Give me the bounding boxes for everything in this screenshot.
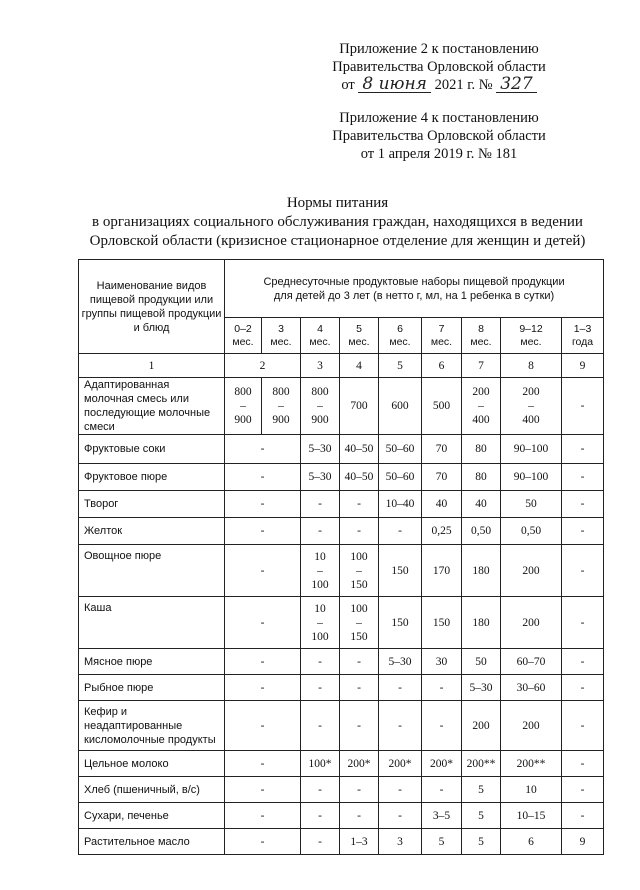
table-row (79, 803, 604, 829)
handwritten-date: 8 июня (358, 77, 431, 93)
value-cell: 3–5 (422, 803, 462, 829)
age-value: 0–2 (234, 322, 252, 335)
value-cell: 600 (379, 378, 422, 435)
value-cell: 5 (462, 803, 501, 829)
value-part: – (317, 564, 323, 577)
appendix-2-line1: Приложение 2 к постановлению (339, 41, 539, 57)
value-part: – (356, 564, 362, 577)
value-cell: - (422, 777, 462, 803)
product-name-cell: Овощное пюре (79, 545, 225, 597)
value-cell: - (225, 751, 301, 777)
value-part: 100 (350, 602, 368, 615)
value-part: – (528, 400, 534, 412)
value-cell: - (225, 491, 301, 518)
value-cell: - (379, 701, 422, 751)
value-part: 400 (472, 414, 490, 426)
value-cell: 500 (422, 378, 462, 435)
column-number-cell: 2 (225, 354, 301, 378)
appendix-4-line2: Правительства Орловской области (332, 128, 546, 144)
value-cell: - (562, 545, 604, 597)
value-cell: - (340, 649, 379, 675)
value-cell: - (562, 378, 604, 435)
value-cell: - (340, 701, 379, 751)
value-part: – (278, 400, 284, 412)
age-header-cell (562, 318, 604, 354)
value-cell: - (562, 649, 604, 675)
value-cell: 80 (462, 464, 501, 491)
appendix-4-line3: от 1 апреля 2019 г. № 181 (360, 146, 518, 162)
table-row (79, 378, 604, 435)
value-cell: - (562, 597, 604, 649)
value-cell: - (562, 491, 604, 518)
value-cell: - (422, 701, 462, 751)
value-cell: - (562, 675, 604, 701)
column-number-cell: 6 (422, 354, 462, 378)
age-value: 1–3 (573, 322, 592, 335)
product-name-cell: Мясное пюре (79, 649, 225, 675)
column-number-cell: 8 (501, 354, 562, 378)
value-cell: - (301, 675, 340, 701)
column-number-cell: 4 (340, 354, 379, 378)
value-cell: 180 (462, 597, 501, 649)
value-part: 800 (311, 386, 329, 398)
age-header-cell (225, 318, 262, 354)
value-part: 200 (522, 386, 540, 398)
value-cell: 180 (462, 545, 501, 597)
value-cell: 80 (462, 435, 501, 464)
title-line2: в организациях социального обслуживания граждан, находящихся в ведении (92, 214, 583, 230)
product-name-cell: Рыбное пюре (79, 675, 225, 701)
table-row (79, 464, 604, 491)
value-cell: - (225, 829, 301, 855)
value-part: 100 (311, 578, 329, 591)
value-cell: - (379, 803, 422, 829)
value-cell: - (340, 777, 379, 803)
group-header: Среднесуточные продуктовые наборы пищевой продукции для детей до 3 лет (в нетто г, мл, на 1 ребенка в сутки) (225, 260, 604, 318)
age-header-cell (462, 318, 501, 354)
product-name-cell: Кефир и неадаптированные кисломолочные продукты (79, 701, 225, 751)
value-cell: - (225, 464, 301, 491)
value-cell: - (301, 777, 340, 803)
value-cell: - (225, 649, 301, 675)
title-line1: Нормы питания (286, 195, 389, 211)
value-cell: 30–60 (501, 675, 562, 701)
value-cell: - (301, 649, 340, 675)
value-cell: 1–3 (340, 829, 379, 855)
value-cell: - (562, 803, 604, 829)
age-header-cell (379, 318, 422, 354)
product-name-cell: Фруктовые соки (79, 435, 225, 464)
product-name-cell: Хлеб (пшеничный, в/с) (79, 777, 225, 803)
value-cell: 200* (340, 751, 379, 777)
value-part: 900 (311, 414, 329, 426)
value-cell: 200 (462, 701, 501, 751)
value-cell: 10–40 (379, 491, 422, 518)
value-cell: - (340, 803, 379, 829)
table-row (79, 491, 604, 518)
value-cell: 200 (501, 701, 562, 751)
value-cell: - (379, 675, 422, 701)
value-cell: - (340, 518, 379, 545)
value-cell: 70 (422, 435, 462, 464)
column-number-cell: 9 (562, 354, 604, 378)
table-row (79, 597, 604, 649)
value-cell: 60–70 (501, 649, 562, 675)
age-value: 5 (356, 322, 362, 335)
age-value: 3 (278, 322, 284, 335)
value-cell (340, 597, 379, 649)
value-part: 100 (311, 630, 329, 643)
product-name-cell: Сухари, печенье (79, 803, 225, 829)
value-cell: - (301, 701, 340, 751)
age-unit: мес. (389, 335, 411, 348)
value-cell: 90–100 (501, 435, 562, 464)
value-part: 100 (350, 550, 368, 563)
value-cell: - (225, 435, 301, 464)
value-cell: 100* (301, 751, 340, 777)
product-name-cell: Каша (79, 597, 225, 649)
age-unit: мес. (232, 335, 254, 348)
value-part: 800 (272, 386, 290, 398)
value-cell: - (225, 518, 301, 545)
value-cell: 200** (462, 751, 501, 777)
value-part: – (317, 616, 323, 629)
value-part: 150 (350, 630, 368, 643)
value-cell: 5 (462, 829, 501, 855)
value-cell: - (340, 491, 379, 518)
value-cell: 50–60 (379, 435, 422, 464)
value-cell: - (562, 435, 604, 464)
value-cell: - (562, 701, 604, 751)
appendix-2-header (324, 40, 554, 94)
table-row (79, 545, 604, 597)
value-cell: 40–50 (340, 464, 379, 491)
value-cell: - (301, 491, 340, 518)
table-row (79, 649, 604, 675)
column-number-row (79, 354, 604, 378)
appendix-4-header (324, 109, 554, 163)
value-cell (501, 378, 562, 435)
value-cell: - (225, 803, 301, 829)
table-header-row (79, 260, 604, 318)
table-row (79, 518, 604, 545)
value-cell: 150 (422, 597, 462, 649)
value-cell: - (301, 518, 340, 545)
age-value: 4 (317, 322, 323, 335)
value-cell: 200* (379, 751, 422, 777)
value-cell: - (225, 777, 301, 803)
product-name-cell: Творог (79, 491, 225, 518)
age-unit: мес. (348, 335, 370, 348)
value-cell: 10–15 (501, 803, 562, 829)
value-cell (462, 378, 501, 435)
value-cell (340, 545, 379, 597)
value-cell: - (225, 597, 301, 649)
title-line3: Орловской области (кризисное стационарное отделение для женщин и детей) (89, 233, 586, 249)
value-cell: - (562, 464, 604, 491)
product-name-cell: Цельное молоко (79, 751, 225, 777)
value-part: 200 (472, 386, 490, 398)
value-cell: 150 (379, 545, 422, 597)
value-part: – (240, 400, 246, 412)
value-cell: 30 (422, 649, 462, 675)
value-cell: 200 (501, 545, 562, 597)
value-cell: - (340, 675, 379, 701)
column-number-cell: 5 (379, 354, 422, 378)
age-unit: мес. (270, 335, 292, 348)
age-header-cell (501, 318, 562, 354)
value-cell: - (379, 518, 422, 545)
value-cell: 50 (501, 491, 562, 518)
value-cell: 70 (422, 464, 462, 491)
appendix-4-line1: Приложение 4 к постановлению (339, 110, 539, 126)
table-row (79, 777, 604, 803)
value-part: 400 (522, 414, 540, 426)
product-name-cell: Растительное масло (79, 829, 225, 855)
value-cell (301, 378, 340, 435)
appendix-2-line2: Правительства Орловской области (332, 59, 546, 75)
column-number-cell: 7 (462, 354, 501, 378)
value-cell: - (225, 545, 301, 597)
value-cell: 200** (501, 751, 562, 777)
value-part: 800 (234, 386, 252, 398)
value-cell: 5 (422, 829, 462, 855)
value-cell (225, 378, 262, 435)
value-cell: - (422, 675, 462, 701)
age-header-cell (422, 318, 462, 354)
value-cell: 40 (462, 491, 501, 518)
column-number-cell: 1 (79, 354, 225, 378)
age-value: 9–12 (519, 322, 543, 335)
value-cell (301, 597, 340, 649)
value-cell: 5–30 (301, 464, 340, 491)
value-cell: 170 (422, 545, 462, 597)
value-cell: 200* (422, 751, 462, 777)
value-cell: 6 (501, 829, 562, 855)
value-cell: 9 (562, 829, 604, 855)
value-cell: 40 (422, 491, 462, 518)
value-cell: - (301, 803, 340, 829)
value-cell: 50–60 (379, 464, 422, 491)
value-cell: 90–100 (501, 464, 562, 491)
value-cell: 700 (340, 378, 379, 435)
value-cell: 150 (379, 597, 422, 649)
value-cell: - (225, 675, 301, 701)
age-value: 7 (438, 322, 445, 335)
value-cell: 0,50 (462, 518, 501, 545)
value-cell: 5–30 (301, 435, 340, 464)
value-cell: - (379, 777, 422, 803)
nutrition-norms-table (78, 259, 604, 855)
value-cell: - (301, 829, 340, 855)
value-cell: 10 (501, 777, 562, 803)
from-label: от (341, 77, 355, 93)
age-value: 8 (478, 322, 484, 335)
age-unit: мес. (309, 335, 331, 348)
table-row (79, 675, 604, 701)
age-header-cell (340, 318, 379, 354)
handwritten-number: 327 (496, 77, 536, 93)
age-unit: мес. (520, 335, 542, 348)
value-cell: 5 (462, 777, 501, 803)
value-part: 10 (314, 550, 326, 563)
value-part: – (478, 400, 484, 412)
table-row (79, 829, 604, 855)
value-part: – (317, 400, 323, 412)
value-cell: 200 (501, 597, 562, 649)
value-cell: 5–30 (462, 675, 501, 701)
product-name-cell: Фруктовое пюре (79, 464, 225, 491)
value-cell: - (562, 751, 604, 777)
table-row (79, 701, 604, 751)
value-cell: - (225, 701, 301, 751)
value-cell: - (562, 518, 604, 545)
value-cell: 0,50 (501, 518, 562, 545)
table-row (79, 435, 604, 464)
value-cell: 5–30 (379, 649, 422, 675)
value-cell: 40–50 (340, 435, 379, 464)
age-header-cell (301, 318, 340, 354)
column-number-cell: 3 (301, 354, 340, 378)
age-header-cell (262, 318, 301, 354)
age-unit: мес. (430, 335, 453, 348)
age-value: 6 (397, 322, 403, 335)
product-name-cell: Желток (79, 518, 225, 545)
value-cell: - (562, 777, 604, 803)
value-part: 10 (314, 602, 326, 615)
value-cell (301, 545, 340, 597)
value-cell: 0,25 (422, 518, 462, 545)
year-label: 2021 г. № (434, 77, 493, 93)
document-title (60, 194, 615, 251)
value-cell: 3 (379, 829, 422, 855)
value-cell (262, 378, 301, 435)
value-part: 900 (234, 414, 252, 426)
product-name-cell: Адаптированная молочная смесь или последующие молочные смеси (79, 378, 225, 435)
value-part: – (356, 616, 362, 629)
age-unit: года (571, 335, 594, 348)
appendix-2-line3 (324, 76, 554, 94)
name-column-header: Наименование видов пищевой продукции или группы пищевой продукции и блюд (79, 260, 225, 354)
value-part: 150 (350, 578, 368, 591)
table-row (79, 751, 604, 777)
age-unit: мес. (470, 335, 492, 348)
value-cell: 50 (462, 649, 501, 675)
value-part: 900 (272, 414, 290, 426)
